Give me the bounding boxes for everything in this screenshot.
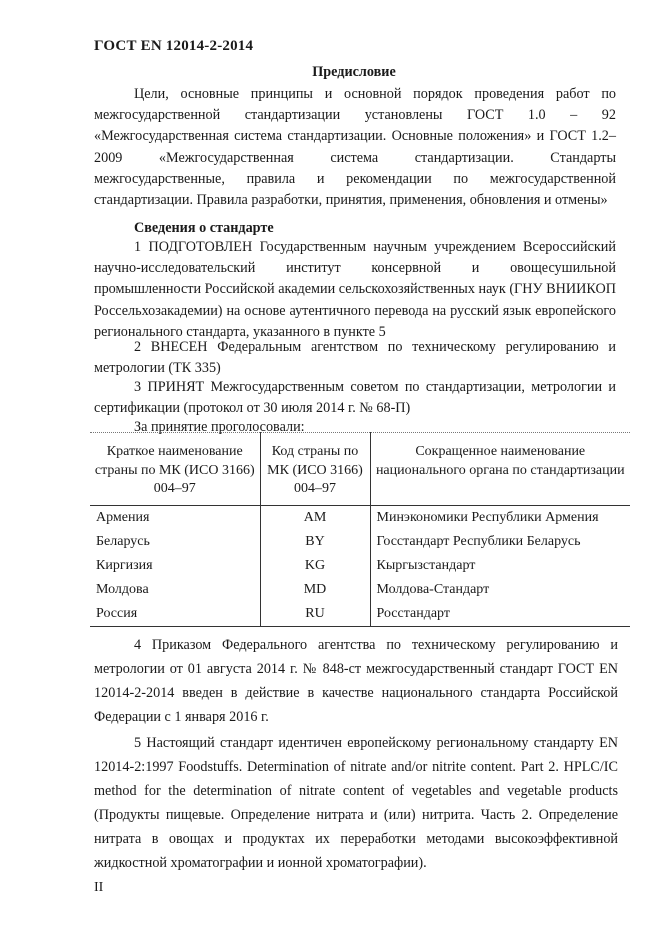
info-item-3: 3 ПРИНЯТ Межгосударственным советом по стандартизации, метрологии и сертификации (протокол от 30 июля 2014 г. № 68-П) bbox=[94, 379, 616, 417]
table-header-row bbox=[90, 433, 630, 506]
country-code: RU bbox=[260, 602, 370, 627]
info-heading: Сведения о стандарте bbox=[134, 220, 274, 236]
country-name: Армения bbox=[90, 505, 260, 530]
preface-paragraph: Цели, основные принципы и основной порядок проведения работ по межгосударственной стандартизации установлены ГОСТ 1.0 – 92 «Межгосударственная система стандартизации. Основные положения» и ГОСТ 1.2–2009 «Межгосударственная система стандартизации. Стандарты межгосударственные, правила и рекомендации по межгосударственной стандартизации. Правила разработки, принятия, применения, обновления и отмены» bbox=[94, 86, 616, 209]
standards-body: Минэкономики Республики Армения bbox=[376, 509, 599, 525]
standards-body: Кыргызстандарт bbox=[376, 557, 476, 573]
table-row bbox=[90, 578, 630, 602]
voted-label: За принятие проголосовали: bbox=[134, 419, 305, 435]
info-item-5: 5 Настоящий стандарт идентичен европейскому региональному стандарту EN 12014-2:1997 Foodstuffs. Determination of nitrate and/or nitrite content. Part 2. HPLC/IC method for the determination of nitrate content of vegetables and vegetable products (Продукты пищевые. Определение нитрата и (или) нитрита. Часть 2. Определение нитрата в овощах и продуктах их переработки методами высокоэффективной жидкостной хроматографии и ионной хроматографии). bbox=[94, 735, 618, 871]
section-title: Предисловие bbox=[312, 64, 396, 80]
standards-body: Росстандарт bbox=[370, 602, 630, 627]
country-name: Беларусь bbox=[90, 530, 260, 554]
table-row bbox=[90, 602, 630, 627]
country-code: KG bbox=[260, 554, 370, 578]
table-row bbox=[90, 554, 630, 578]
country-name: Киргизия bbox=[90, 554, 260, 578]
table-header-country: Краткое наименование страны по МК (ИСО 3166) 004–97 bbox=[90, 433, 260, 506]
document-code: ГОСТ EN 12014-2-2014 bbox=[94, 38, 254, 54]
country-name: Молдова bbox=[90, 578, 260, 602]
page-number: II bbox=[94, 880, 104, 895]
country-code: MD bbox=[260, 578, 370, 602]
info-item-2: 2 ВНЕСЕН Федеральным агентством по техническому регулированию и метрологии (ТК 335) bbox=[94, 339, 616, 377]
table-header-body: Сокращенное наименование национального органа по стандартизации bbox=[370, 433, 630, 506]
standards-body: Молдова-Стандарт bbox=[376, 581, 490, 597]
info-item-4: 4 Приказом Федерального агентства по техническому регулированию и метрологии от 01 августа 2014 г. № 848-ст межгосударственный стандарт ГОСТ EN 12014-2-2014 введен в действие в качестве национального стандарта Российской Федерации с 1 января 2016 г. bbox=[94, 637, 618, 725]
voting-countries-table bbox=[90, 432, 630, 627]
standards-body: Госстандарт Республики Беларусь bbox=[376, 533, 581, 549]
table-row bbox=[90, 530, 630, 554]
country-name: Россия bbox=[90, 602, 260, 627]
info-item-1: 1 ПОДГОТОВЛЕН Государственным научным учреждением Всероссийский научно-исследовательский институт консервной и овощесушильной промышленности Российской академии сельскохозяйственных наук (ГНУ ВНИИКОП Россельхозакадемии) на основе аутентичного перевода на русский язык европейского регионального стандарта, указанного в пункте 5 bbox=[94, 239, 616, 340]
table-row bbox=[90, 505, 630, 530]
table-header-code: Код страны по МК (ИСО 3166) 004–97 bbox=[260, 433, 370, 506]
country-code: AM bbox=[260, 505, 370, 530]
country-code: BY bbox=[260, 530, 370, 554]
